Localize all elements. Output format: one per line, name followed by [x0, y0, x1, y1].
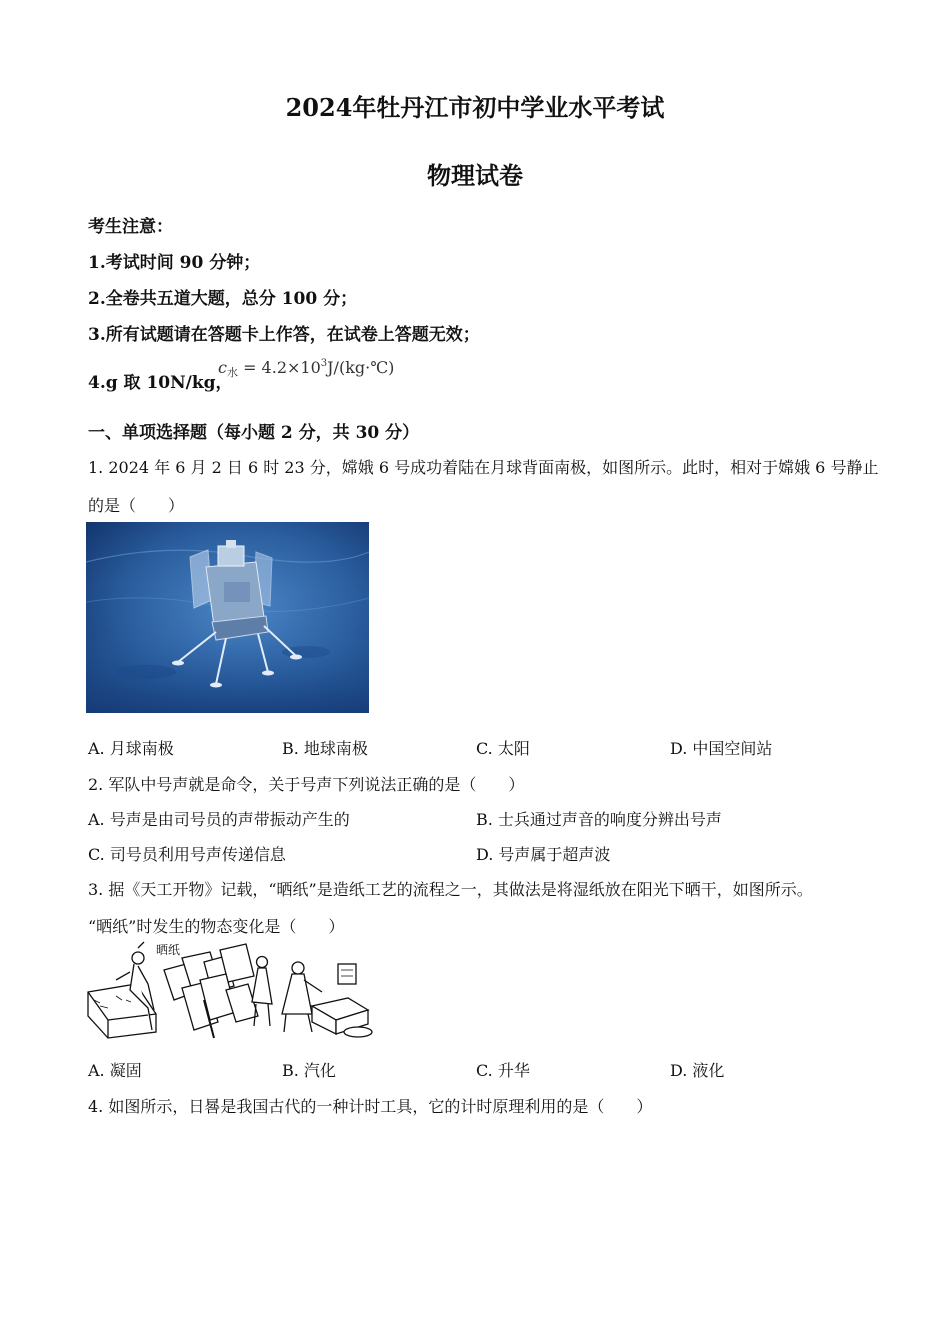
exam-title: 2024年牡丹江市初中学业水平考试: [285, 93, 665, 122]
paper-drying-illustration: [86, 940, 378, 1040]
notice-heading: 考生注意：: [88, 217, 173, 237]
formula-symbol: c: [218, 358, 227, 377]
q1-option-b: B. 地球南极: [282, 739, 368, 758]
figure-label-paper-drying: 晒纸: [156, 943, 181, 957]
lunar-lander-illustration: [86, 522, 369, 713]
q2-option-a: A. 号声是由司号员的声带振动产生的: [88, 810, 350, 829]
exam-subtitle: 物理试卷: [427, 161, 523, 190]
formula-subscript: 水: [226, 366, 238, 379]
q3-option-b: B. 汽化: [282, 1061, 336, 1080]
q3-option-c: C. 升华: [476, 1061, 530, 1080]
formula-unit: J/(kg·℃): [327, 358, 395, 377]
question-1-text: 1. 2024 年 6 月 2 日 6 时 23 分，嫦娥 6 号成功着陆在月球背面南极，如图所示。此时，相对于嫦娥 6 号静止: [88, 458, 879, 477]
notice-item-2: 2.全卷共五道大题，总分 100 分；: [88, 289, 358, 309]
specific-heat-formula: [218, 358, 394, 380]
formula-equals: = 4.2×10: [243, 358, 321, 377]
lunar-lander-image: [86, 522, 369, 713]
q2-option-c: C. 司号员利用号声传递信息: [88, 845, 286, 864]
q3-option-d: D. 液化: [670, 1061, 725, 1080]
paper-drying-figure: [86, 940, 378, 1040]
notice-item-3: 3.所有试题请在答题卡上作答，在试卷上答题无效；: [88, 325, 480, 345]
question-3-text: 3. 据《天工开物》记载，“晒纸”是造纸工艺的流程之一，其做法是将湿纸放在阳光下晒干，如图所示。: [88, 880, 813, 899]
notice-item-4: 4.g 取 10N/kg，: [88, 373, 233, 393]
question-4-text: 4. 如图所示，日晷是我国古代的一种计时工具，它的计时原理利用的是（ ）: [88, 1097, 653, 1116]
q2-option-b: B. 士兵通过声音的响度分辨出号声: [476, 810, 722, 829]
notice-item-1: 1.考试时间 90 分钟；: [88, 253, 261, 273]
q3-option-a: A. 凝固: [88, 1061, 142, 1080]
q1-option-a: A. 月球南极: [88, 739, 174, 758]
formula-exponent: 3: [320, 358, 328, 369]
question-3-text-cont: “晒纸”时发生的物态变化是（ ）: [88, 917, 345, 936]
q1-option-c: C. 太阳: [476, 739, 530, 758]
question-2-text: 2. 军队中号声就是命令，关于号声下列说法正确的是（ ）: [88, 775, 525, 794]
section1-heading: 一、单项选择题（每小题 2 分，共 30 分）: [88, 423, 420, 443]
q2-option-d: D. 号声属于超声波: [476, 845, 611, 864]
question-1-text-cont: 的是（ ）: [88, 496, 185, 515]
q1-option-d: D. 中国空间站: [670, 739, 773, 758]
